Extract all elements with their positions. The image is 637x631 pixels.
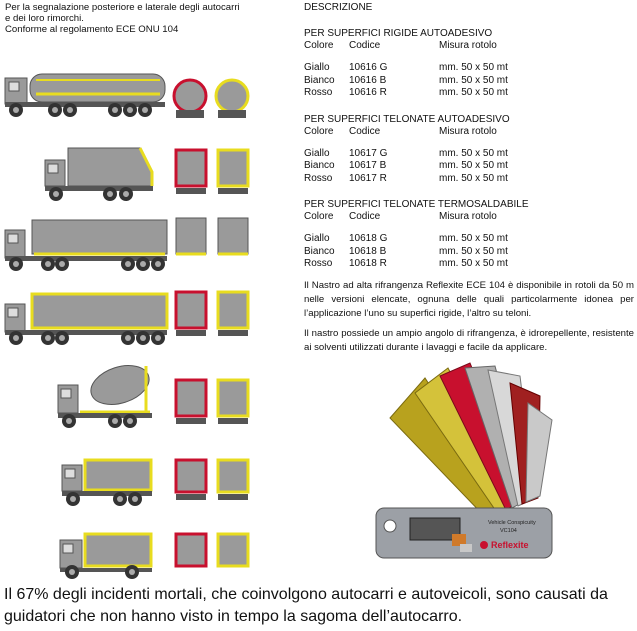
section-tarp-heatseal — [304, 199, 634, 271]
box-truck-rear-red — [176, 460, 206, 500]
header-color: Colore — [304, 40, 334, 51]
truck-illustrations — [0, 60, 300, 580]
table-row: Giallo 10617 G mm. 50 x 50 mt — [304, 147, 508, 159]
paragraph-properties: Il nastro possiede un ampio angolo di rifrangenza, è idrorepellente, resistente ai solventi utilizzati durante i lavaggi e facile da applicare. — [304, 327, 634, 353]
table-row: Rosso 10616 R mm. 50 x 50 mt — [304, 87, 508, 98]
table-row: Rosso 10618 R mm. 50 x 50 mt — [304, 258, 508, 269]
van-truck-rear-yellow — [218, 534, 248, 566]
box-truck-side — [62, 460, 152, 506]
section-title: PER SUPERFICI TELONATE AUTOADESIVO — [304, 113, 510, 125]
table-row: Rosso 10617 R mm. 50 x 50 mt — [304, 172, 508, 184]
swatch-card-line1: Vehicle Conspicuity — [488, 520, 536, 526]
product-table — [304, 233, 634, 271]
reflective-tape-swatch-fan — [370, 358, 560, 573]
intro-line-3: Conforme al regolamento ECE ONU 104 — [5, 24, 179, 35]
product-table — [304, 62, 634, 100]
semi-trailer-rear-red — [176, 292, 206, 336]
tanker-truck-side — [5, 74, 165, 117]
paragraph-availability: Il Nastro ad alta rifrangenza Reflexite ECE 104 è disponibile in rotoli da 50 m nelle versioni elencate, ognuna delle quali particolarmente idonea per l’applicazione l’uno su superfici rigide, l’altro su teloni. — [304, 279, 634, 319]
mixer-truck-side — [58, 359, 154, 428]
semi-trailer-outlined-side — [5, 294, 167, 345]
intro-line-2: e dei loro rimorchi. — [5, 13, 84, 24]
tipper-truck-side — [45, 148, 153, 201]
semi-trailer-rear-grey-2 — [218, 218, 248, 254]
description-column — [304, 2, 634, 355]
section-title: PER SUPERFICI TELONATE TERMOSALDABILE — [304, 199, 529, 210]
box-truck-rear-yellow — [218, 460, 248, 500]
product-table — [304, 148, 634, 186]
table-header: Colore Codice Misura rotolo — [304, 125, 497, 137]
table-row: Bianco 10617 B mm. 50 x 50 mt — [304, 160, 508, 171]
header-size: Misura rotolo — [439, 40, 497, 51]
semi-trailer-rear-yellow — [218, 292, 248, 336]
mixer-truck-rear-red — [176, 380, 206, 424]
table-header: Colore Codice Misura rotolo — [304, 211, 497, 222]
tipper-truck-rear-red — [176, 150, 206, 194]
swatch-card-brand: Reflexite — [491, 540, 529, 550]
header-code: Codice — [349, 40, 381, 51]
table-row: Giallo 10616 G mm. 50 x 50 mt — [304, 62, 508, 73]
swatch-card-line2: VC104 — [500, 528, 517, 534]
table-header — [304, 40, 634, 52]
semi-trailer-rear-grey — [176, 218, 206, 254]
intro-line-1: Per la segnalazione posteriore e laterale degli autocarri — [5, 2, 240, 13]
section-tarp-adhesive — [304, 114, 634, 186]
tanker-truck-rear-yellow — [216, 80, 248, 118]
van-truck-rear-red — [176, 534, 206, 566]
bottom-statement: Il 67% degli incidenti mortali, che coinvolgono autocarri e autoveicoli, sono causati da guidatori che non hanno visto in tempo la sagoma dell’autocarro. — [4, 586, 608, 625]
section-title: PER SUPERFICI RIGIDE AUTOADESIVO — [304, 28, 493, 39]
reflexite-logo-icon — [480, 541, 488, 549]
mixer-truck-rear-yellow — [218, 380, 248, 424]
tipper-truck-rear-yellow — [218, 150, 248, 194]
table-row: Bianco 10616 B mm. 50 x 50 mt — [304, 74, 508, 86]
tanker-truck-rear-red — [174, 80, 206, 118]
table-row: Giallo 10618 G mm. 50 x 50 mt — [304, 233, 508, 244]
description-title: DESCRIZIONE — [304, 2, 373, 13]
semi-trailer-side — [5, 220, 167, 271]
table-row: Bianco 10618 B mm. 50 x 50 mt — [304, 245, 508, 257]
van-truck-side — [60, 534, 152, 579]
intro-text — [5, 2, 275, 35]
section-rigid — [304, 28, 634, 100]
